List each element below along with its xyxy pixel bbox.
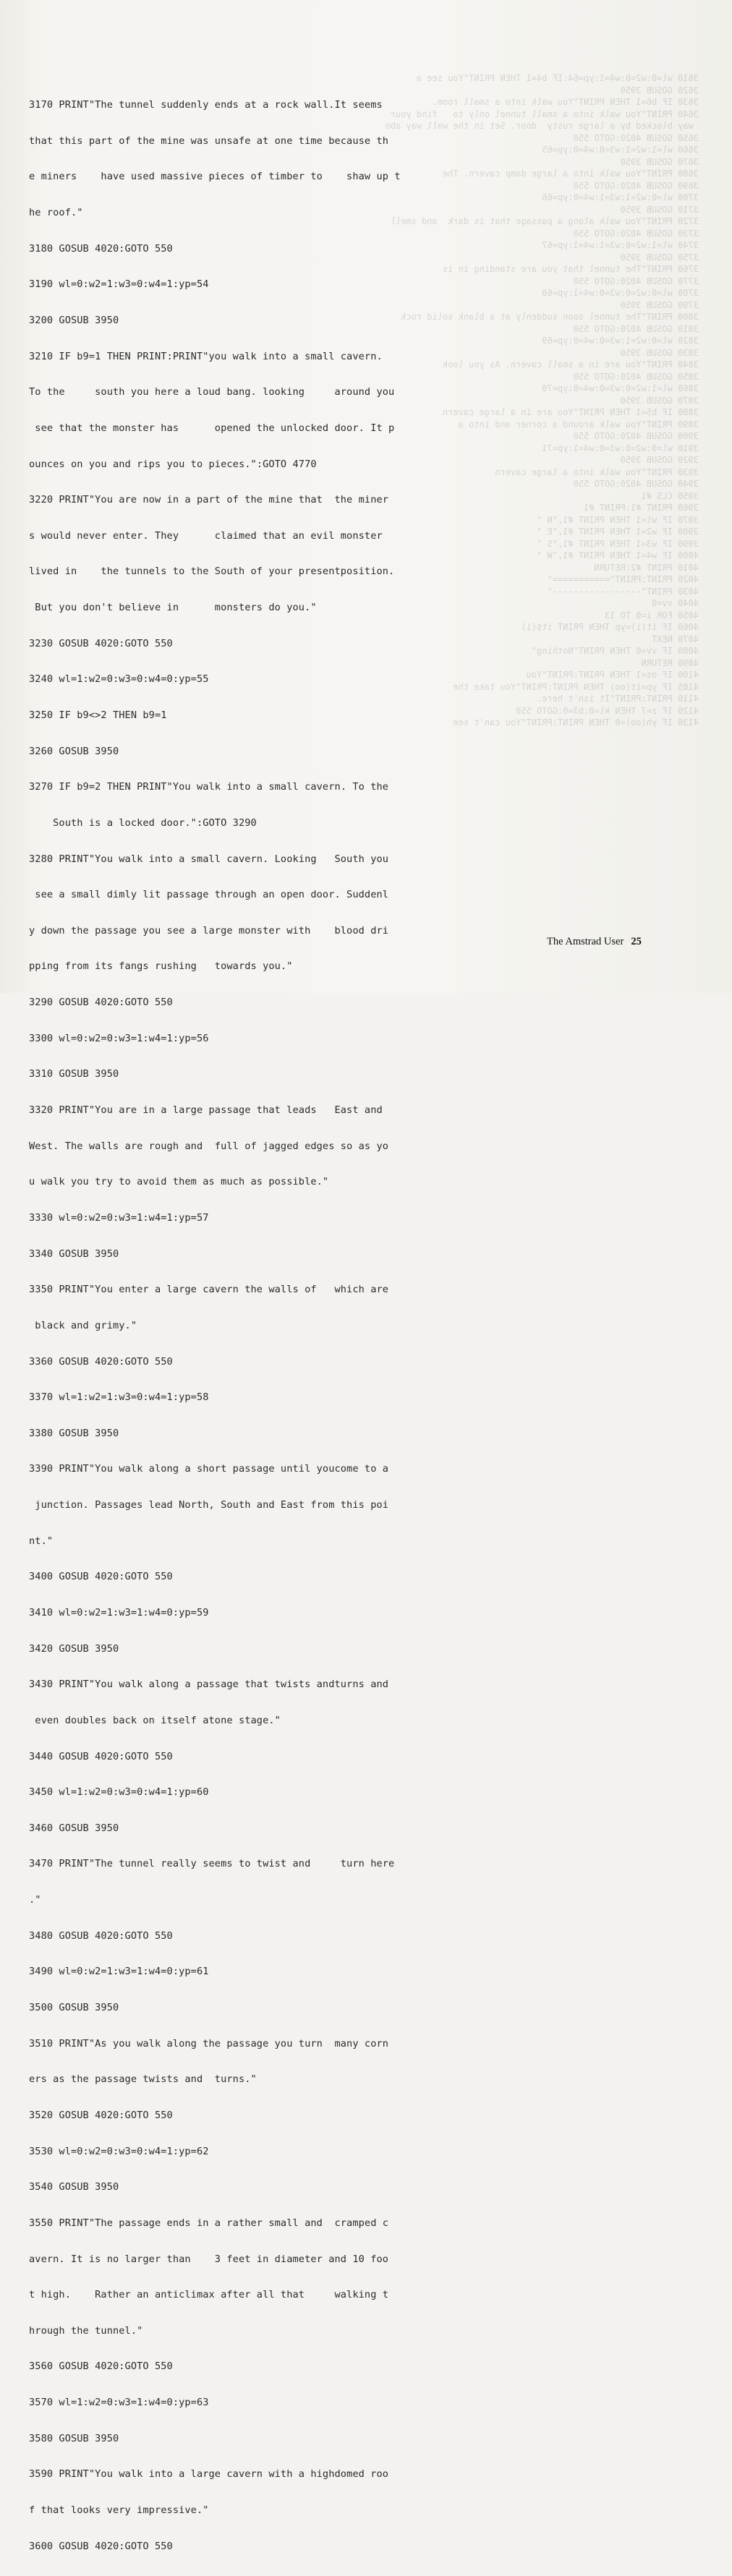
code-line: y down the passage you see a large monster with blood dri xyxy=(29,924,389,937)
code-line: 3510 PRINT"As you walk along the passage you turn many corn xyxy=(29,2037,389,2050)
code-line: 3470 PRINT"The tunnel really seems to twist and turn here xyxy=(29,1858,395,1870)
code-line: 3170 PRINT"The tunnel suddenly ends at a rock wall.It seems xyxy=(29,99,383,111)
code-line: 3450 wl=1:w2=0:w3=0:w4=1:yp=60 xyxy=(29,1786,209,1799)
code-line: 3370 wl=1:w2=1:w3=0:w4=1:yp=58 xyxy=(29,1391,209,1404)
code-line: he roof." xyxy=(29,207,83,219)
code-line: 3380 GOSUB 3950 xyxy=(29,1427,119,1439)
code-line: 3220 PRINT"You are now in a part of the mine that the miner xyxy=(29,494,389,506)
code-line: ounces on you and rips you to pieces.":GOTO 4770 xyxy=(29,458,317,470)
code-line: 3520 GOSUB 4020:GOTO 550 xyxy=(29,2109,173,2121)
code-line: black and grimy." xyxy=(29,1319,137,1331)
code-line: West. The walls are rough and full of jagged edges so as yo xyxy=(29,1140,389,1152)
code-line: ." xyxy=(29,1894,41,1906)
code-line: junction. Passages lead North, South and East from this poi xyxy=(29,1499,389,1511)
code-line: see that the monster has opened the unlocked door. It p xyxy=(29,422,395,434)
code-line: 3190 wl=0:w2=1:w3=0:w4=1:yp=54 xyxy=(29,278,209,291)
code-line: 3350 PRINT"You enter a large cavern the walls of which are xyxy=(29,1284,389,1296)
code-line: 3330 wl=0:w2=0:w3=1:w4=1:yp=57 xyxy=(29,1211,209,1224)
code-line: lived in the tunnels to the South of your presentposition. xyxy=(29,566,395,578)
code-line: avern. It is no larger than 3 feet in diameter and 10 foo xyxy=(29,2253,389,2265)
code-line: 3180 GOSUB 4020:GOTO 550 xyxy=(29,242,173,255)
code-line: f that looks very impressive." xyxy=(29,2504,209,2517)
code-line: 3240 wl=1:w2=0:w3=0:w4=0:yp=55 xyxy=(29,673,209,686)
code-line: u walk you try to avoid them as much as possible." xyxy=(29,1176,329,1188)
code-line: 3200 GOSUB 3950 xyxy=(29,314,119,326)
code-line: ers as the passage twists and turns." xyxy=(29,2073,257,2086)
code-line: 3530 wl=0:w2=0:w3=0:w4=1:yp=62 xyxy=(29,2145,209,2157)
code-line: 3280 PRINT"You walk into a small cavern. Looking South you xyxy=(29,853,389,865)
code-line: s would never enter. They claimed that an evil monster xyxy=(29,529,383,542)
code-line: 3210 IF b9=1 THEN PRINT:PRINT"you walk into a small cavern. xyxy=(29,350,383,362)
code-line: 3340 GOSUB 3950 xyxy=(29,1248,119,1260)
code-line: 3420 GOSUB 3950 xyxy=(29,1642,119,1655)
code-line: But you don't believe in monsters do you." xyxy=(29,602,317,614)
code-line: 3500 GOSUB 3950 xyxy=(29,2002,119,2014)
code-line: 3360 GOSUB 4020:GOTO 550 xyxy=(29,1355,173,1368)
code-line: 3320 PRINT"You are in a large passage that leads East and xyxy=(29,1104,383,1117)
code-line: 3230 GOSUB 4020:GOTO 550 xyxy=(29,637,173,649)
code-line: 3270 IF b9=2 THEN PRINT"You walk into a small cavern. To the xyxy=(29,781,389,793)
code-line: t high. Rather an anticlimax after all that walking t xyxy=(29,2289,389,2301)
code-line: 3410 wl=0:w2=1:w3=1:w4=0:yp=59 xyxy=(29,1607,209,1618)
code-line: 3260 GOSUB 3950 xyxy=(29,745,119,757)
show-through-text: 3610 wl=0:w2=0:w4=1:yp=64:IF b4=1 THEN PRINT"You see a 3620 GOSUB 3950 3630 IF b6=1 THEN PRINT"You walk into a small room. 3640 PRINT"You walk into a small tunnel only to find your way blocked by a large rusty door. Set in the wall way abo 3650 GOSUB 4020:GOTO 550 3660 wl=1:w2=1:w3=0:w4=0:yp=65 3670 GOSUB 3950 3680 PRINT"You walk into a large damp cavern. The 3690 GOSUB 4020:GOTO 550 3700 wl=0:w2=1:w3=1:w4=0:yp=66 3710 GOSUB 3950 3720 PRINT"You walk along a passage that is dark and smell 3730 GOSUB 4020:GOTO 550 3740 wl=1:w2=0:w3=1:w4=1:yp=67 3750 GOSUB 3950 3760 PRINT"The tunnel that you are standing in is 3770 GOSUB 4020:GOTO 550 3780 wl=0:w2=0:w3=0:w4=1:yp=68 3790 GOSUB 3950 3800 PRINT"The tunnel soon suddenly at a blank solid rock 3810 GOSUB 4020:GOTO 550 3820 wl=0:w2=1:w3=0:w4=0:yp=69 3830 GOSUB 3950 3840 PRINT"You are in a small cavern. As you look 3850 GOSUB 4020:GOTO 550 3860 wl=1:w2=0:w3=0:w4=0:yp=70 3870 GOSUB 3950 3880 IF b5=1 THEN PRINT"You are in a large cavern 3890 PRINT"You walk around a corner and into a 3900 GOSUB 4020:GOTO 550 3910 wl=0:w2=0:w3=0:w4=1:yp=71 3920 GOSUB 3950 3930 PRINT"You walk into a large cavern 3940 GOSUB 4020:GOTO 550 3950 CLS #1 3960 PRINT #1:PRINT #1 3970 IF wl=1 THEN PRINT #1,"N " 3980 IF w2=1 THEN PRINT #1,"E " 3990 IF w3=1 THEN PRINT #1,"S " 4000 IF w4=1 THEN PRINT #1,"W " 4010 PRINT #2:RETURN 4020 PRINT:PRINT"===========" 4030 PRINT"-----------------" 4040 vv=0 4050 FOR i=0 TO 13 4060 IF it(i)=yp THEN PRINT it$(i) 4070 NEXT 4080 IF vv=0 THEN PRINT"Nothing" 4090 RETURN 4100 IF os=1 THEN PRINT:PRINT"You 4105 IF yp=it(oo) THEN PRINT:PRINT"You take the 4110 PRINT:PRINT"It isn't here. 4120 IF z=7 THEN kl=0:b3=0:GOTO 550 4130 IF yh(oo)=0 THEN PRINT:PRINT"You can't see xyxy=(385,73,699,728)
code-line: To the south you here a loud bang. looking around you xyxy=(29,386,395,398)
code-line: 3600 GOSUB 4020:GOTO 550 xyxy=(29,2540,173,2552)
page-number: 25 xyxy=(631,936,642,947)
code-line: 3250 IF b9<>2 THEN b9=1 xyxy=(29,709,167,721)
code-line: that this part of the mine was unsafe at one time because th xyxy=(29,135,389,147)
code-line: 3300 wl=0:w2=0:w3=1:w4=1:yp=56 xyxy=(29,1032,209,1044)
page-footer xyxy=(547,936,642,948)
code-line: 3310 GOSUB 3950 xyxy=(29,1068,119,1080)
code-line: pping from its fangs rushing towards you." xyxy=(29,960,293,973)
basic-listing xyxy=(29,75,477,2576)
code-line: nt." xyxy=(29,1535,54,1547)
code-line: 3540 GOSUB 3950 xyxy=(29,2181,119,2193)
code-line: e miners have used massive pieces of timber to shaw up t xyxy=(29,171,401,183)
code-line: 3400 GOSUB 4020:GOTO 550 xyxy=(29,1571,173,1583)
code-line: 3440 GOSUB 4020:GOTO 550 xyxy=(29,1750,173,1762)
code-line: 3580 GOSUB 3950 xyxy=(29,2432,119,2444)
code-line: 3490 wl=0:w2=1:w3=1:w4=0:yp=61 xyxy=(29,1966,209,1978)
code-line: 3430 PRINT"You walk along a passage that twists andturns and xyxy=(29,1679,389,1691)
code-line: 3390 PRINT"You walk along a short passage until youcome to a xyxy=(29,1463,389,1475)
code-line: 3290 GOSUB 4020:GOTO 550 xyxy=(29,997,173,1009)
code-line: 3560 GOSUB 4020:GOTO 550 xyxy=(29,2360,173,2373)
code-line: 3460 GOSUB 3950 xyxy=(29,1822,119,1834)
code-line: 3550 PRINT"The passage ends in a rather small and cramped c xyxy=(29,2217,389,2229)
publication-name: The Amstrad User xyxy=(547,936,624,947)
code-line: 3480 GOSUB 4020:GOTO 550 xyxy=(29,1929,173,1942)
code-line: South is a locked door.":GOTO 3290 xyxy=(29,816,257,829)
code-line: 3590 PRINT"You walk into a large cavern with a highdomed roo xyxy=(29,2468,389,2481)
code-line: 3570 wl=1:w2=0:w3=1:w4=0:yp=63 xyxy=(29,2397,209,2409)
code-line: even doubles back on itself atone stage." xyxy=(29,1714,281,1726)
code-line: see a small dimly lit passage through an open door. Suddenl xyxy=(29,889,389,901)
code-line: hrough the tunnel." xyxy=(29,2324,143,2337)
